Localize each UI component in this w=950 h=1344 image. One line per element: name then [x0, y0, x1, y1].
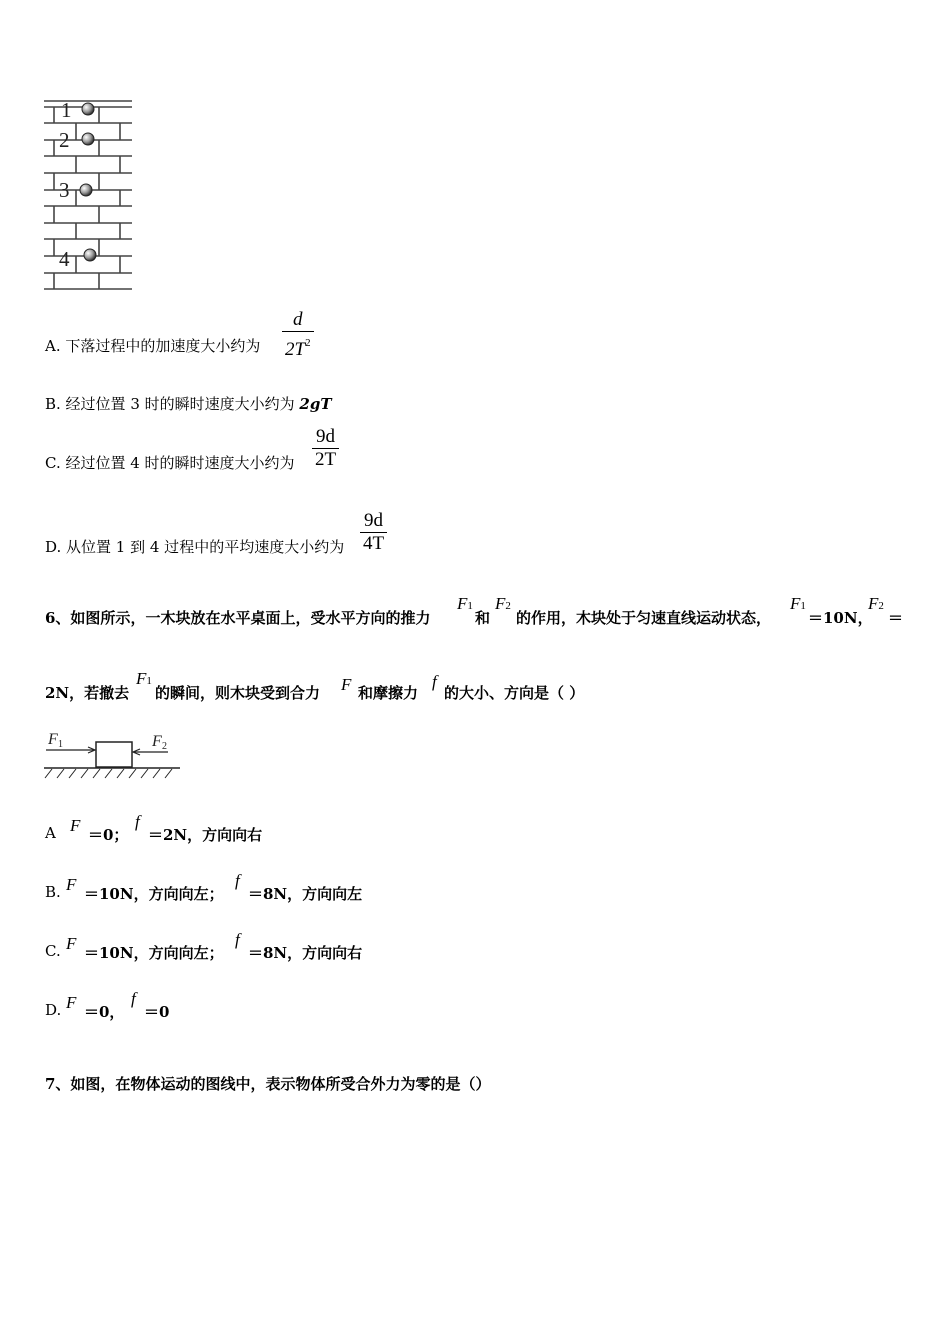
fig-f1-sub: 1 — [58, 739, 63, 750]
q5-c-num: 9d — [316, 426, 336, 447]
fig-f2-label: F — [152, 733, 162, 750]
block-force-figure — [44, 728, 182, 780]
wooden-block — [96, 742, 132, 767]
q6-option-c-f-val: ＝8N，方向向右 — [248, 944, 363, 962]
q6-option-d-F-val: ＝0， — [84, 1003, 125, 1021]
q6-f2-sub-b: 2 — [878, 600, 884, 612]
q5-c-den: 2T — [315, 449, 337, 470]
q5-option-a-fraction — [282, 309, 314, 361]
ball-label-4: 4 — [59, 247, 70, 271]
q6-eq2: ＝ — [888, 609, 904, 627]
q6-f2-sub: 2 — [505, 600, 511, 612]
q7-question-text: 7、如图，在物体运动的图线中，表示物体所受合外力为零的是（） — [45, 1075, 491, 1093]
q6-option-d-label: D. — [45, 1001, 62, 1019]
q6-f1-symbol-b: F — [790, 594, 801, 613]
q6-line2-mid2: 和摩擦力 — [358, 684, 419, 702]
q6-option-d-f-val: ＝0 — [144, 1003, 170, 1021]
brick-wall-figure — [44, 98, 136, 293]
q6-line2-start: 2N，若撤去 — [45, 684, 130, 702]
q5-option-d-text: D. 从位置 1 到 4 过程中的平均速度大小约为 — [45, 538, 345, 556]
q6-option-a-F-val: ＝0； — [88, 826, 129, 844]
q6-f-symbol: f — [432, 672, 437, 691]
q6-b-F: F — [66, 875, 77, 894]
q6-line2-mid: 的瞬间，则木块受到合力 — [155, 684, 321, 702]
q6-f1-sub-c: 1 — [146, 675, 152, 687]
q6-option-c-label: C. — [45, 942, 61, 960]
f1-arrow — [46, 731, 95, 753]
q5-a-den: 2T — [285, 339, 306, 360]
q6-option-c-F-val: ＝10N，方向向左； — [84, 944, 224, 962]
q6-text-part1: 6、如图所示，一木块放在水平桌面上，受水平方向的推力 — [45, 609, 431, 627]
q5-option-b-expr: 2gT — [299, 395, 332, 413]
q6-f1-symbol: F — [457, 594, 468, 613]
q5-d-den: 4T — [363, 533, 385, 554]
fig-f1-label: F — [48, 731, 58, 748]
q5-option-c-fraction — [312, 426, 339, 471]
q5-option-d-fraction — [360, 510, 387, 555]
fig-f2-sub: 2 — [162, 741, 167, 752]
q6-option-a-f-val: ＝2N，方向向右 — [148, 826, 263, 844]
ball-label-1: 1 — [61, 98, 72, 122]
q6-c-F: F — [66, 934, 77, 953]
q6-d-F: F — [66, 993, 77, 1012]
q6-and: 和 — [475, 609, 491, 627]
f2-arrow — [133, 733, 168, 755]
q6-d-f: f — [131, 989, 136, 1008]
q6-c-f: f — [235, 930, 240, 949]
q5-a-num: d — [293, 309, 303, 330]
q6-option-b-label: B. — [45, 883, 61, 901]
q6-option-b-f-val: ＝8N，方向向左 — [248, 885, 363, 903]
q6-eq1: ＝10N， — [808, 609, 873, 627]
q6-line2-end: 的大小、方向是（ ） — [444, 684, 585, 702]
q6-f1-symbol-c: F — [136, 669, 147, 688]
ball-4 — [59, 247, 96, 271]
q6-text-part2: 的作用，木块处于匀速直线运动状态， — [516, 609, 772, 627]
q6-f2-symbol-b: F — [868, 594, 879, 613]
q6-option-b-F-val: ＝10N，方向向左； — [84, 885, 224, 903]
q5-option-b-text: B. 经过位置 3 时的瞬时速度大小约为 — [45, 395, 300, 413]
q6-f1-sub: 1 — [467, 600, 473, 612]
ball-label-2: 2 — [59, 128, 70, 152]
q6-a-F: F — [70, 816, 81, 835]
q6-f1-sub-b: 1 — [800, 600, 806, 612]
q6-a-f: f — [135, 812, 140, 831]
q6-f2-symbol: F — [495, 594, 506, 613]
q6-option-a-label: A — [45, 824, 56, 842]
q6-F-symbol: F — [341, 675, 352, 694]
q5-option-c-text: C. 经过位置 4 时的瞬时速度大小约为 — [45, 454, 295, 472]
q5-option-a-text: A. 下落过程中的加速度大小约为 — [45, 337, 261, 355]
ball-label-3: 3 — [59, 178, 70, 202]
q6-b-f: f — [235, 871, 240, 890]
q5-a-den-exp: 2 — [305, 337, 311, 349]
q5-d-num: 9d — [364, 510, 384, 531]
